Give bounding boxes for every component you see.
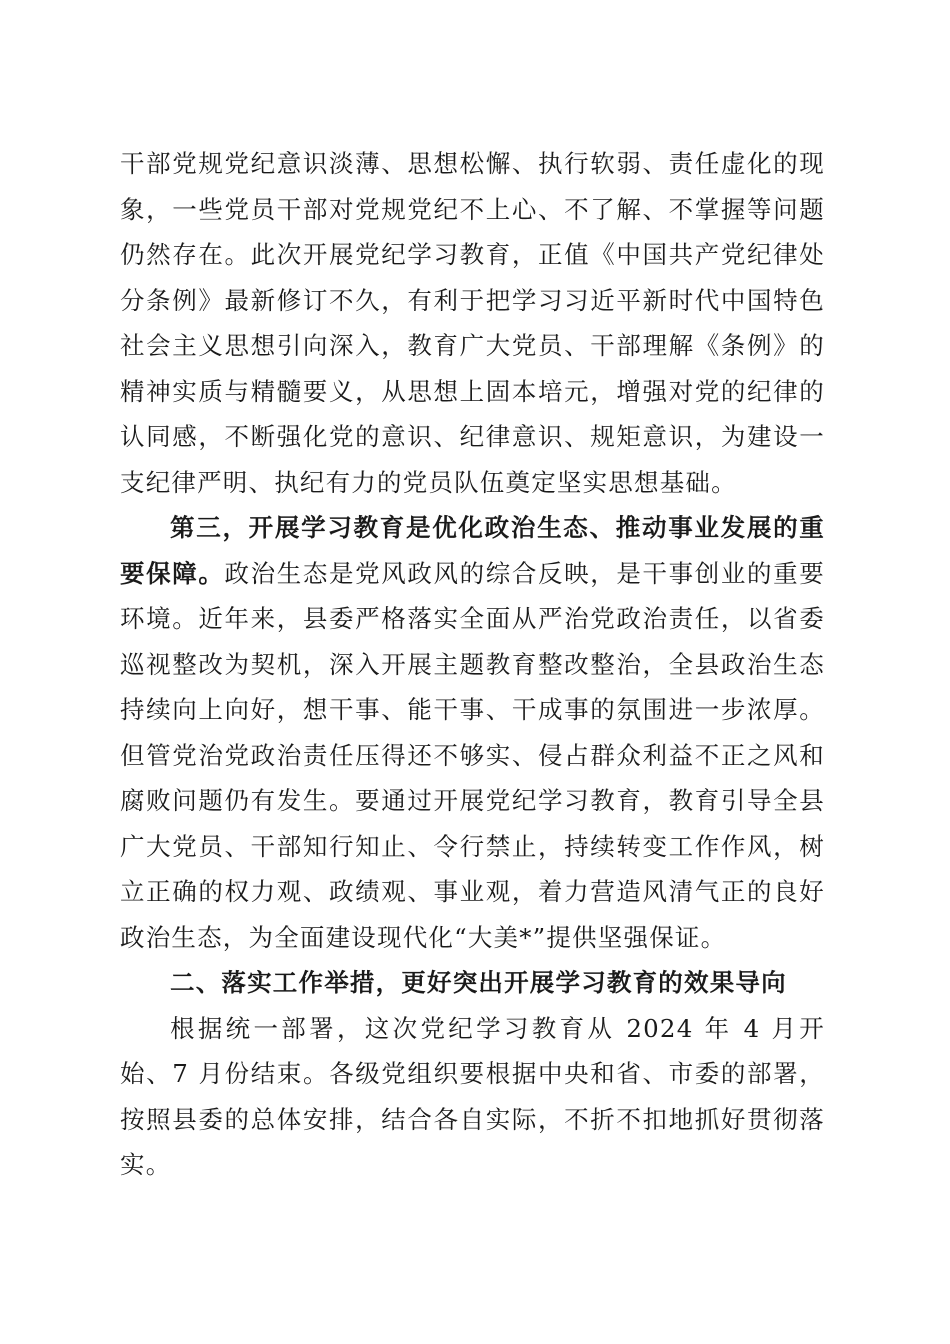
paragraph-1: 干部党规党纪意识淡薄、思想松懈、执行软弱、责任虚化的现象，一些党员干部对党规党纪不上心、不了解、不掌握等问题仍然存在。此次开展党纪学习教育，正值《中国共产党纪律处分条例》最新修订不久，有利于把学习习近平新时代中国特色社会主义思想引向深入，教育广大党员、干部理解《条例》的精神实质与精髓要义，从思想上固本培元，增强对党的纪律的认同感，不断强化党的意识、纪律意识、规矩意识，为建设一支纪律严明、执纪有力的党员队伍奠定坚实思想基础。 xyxy=(120,149,825,497)
section-heading-2: 二、落实工作举措，更好突出开展学习教育的效果导向 xyxy=(170,968,787,997)
paragraph-3: 根据统一部署，这次党纪学习教育从 2024 年 4 月开始、7 月份结束。各级党组织要根据中央和省、市委的部署，按照县委的总体安排，结合各自实际，不折不扣地抓好贯彻落实。 xyxy=(120,1013,825,1179)
paragraph-2-lead: 第三，开展学习教育是优化政治生态、推动事业发展的重要保障。 xyxy=(120,513,825,588)
document-body xyxy=(120,141,825,1188)
paragraph-2-body: 政治生态是党风政风的综合反映，是干事创业的重要环境。近年来，县委严格落实全面从严治党政治责任，以省委巡视整改为契机，深入开展主题教育整改整治，全县政治生态持续向上向好，想干事、能干事、干成事的氛围进一步浓厚。但管党治党政治责任压得还不够实、侵占群众利益不正之风和腐败问题仍有发生。要通过开展党纪学习教育，教育引导全县广大党员、干部知行知止、令行禁止，持续转变工作作风，树立正确的权力观、政绩观、事业观，着力营造风清气正的良好政治生态，为全面建设现代化“大美*”提供坚强保证。 xyxy=(120,558,825,952)
paragraph-2 xyxy=(120,505,825,960)
